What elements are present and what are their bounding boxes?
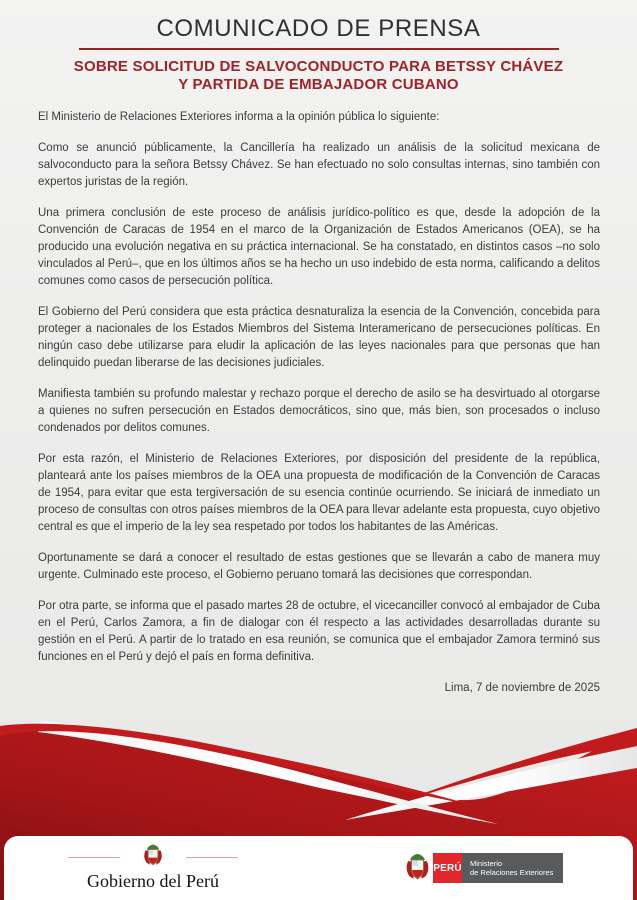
dateline: Lima, 7 de noviembre de 2025 [444, 682, 600, 694]
peru-wordmark: PERÚ [433, 853, 462, 883]
press-release-paragraph: El Gobierno del Perú considera que esta práctica desnaturaliza la esencia de la Convención, concebida para proteger a nacionales de los Estados Miembros del Sistema Interamericano de persecuciones políticas. En ningún caso debe utilizarse para eludir la aplicación de las leyes nacionales para que personas que han delinquido puedan liberarse de las decisiones judiciales. [38, 306, 600, 369]
press-release-paragraph: Como se anunció públicamente, la Cancillería ha realizado un análisis de la solicitud mexicana de salvoconducto para la señora Betssy Chávez. Se han efectuado no solo consultas internas, sino también con expertos juristas de la región. [38, 142, 600, 188]
intro-paragraph: El Ministerio de Relaciones Exteriores informa a la opinión pública lo siguiente: [38, 111, 440, 123]
page-title: COMUNICADO DE PRENSA [156, 15, 481, 42]
peru-coat-of-arms-icon [404, 853, 431, 883]
headline-line-1: SOBRE SOLICITUD DE SALVOCONDUCTO PARA BETSSY CHÁVEZ [73, 58, 564, 75]
press-release-paragraph: Manifiesta también su profundo malestar y rechazo porque el derecho de asilo se ha desvirtuado al otorgarse a quienes no sufren persecución en Estados democráticos, sino que, más bien, son procesados o incluso condenados por delitos comunes. [38, 388, 600, 434]
headline [0, 58, 637, 94]
logo-divider-line [68, 857, 120, 858]
peru-coat-of-arms-icon [142, 844, 164, 868]
title-divider [79, 48, 559, 50]
press-release-paragraph: Por otra parte, se informa que el pasado martes 28 de octubre, el vicecanciller convocó al embajador de Cuba en el Perú, Carlos Zamora, a fin de dialogar con él respecto a las actividades desarrolladas durante su gestión en el Perú. A partir de lo tratado en esa reunión, se comunica que el embajador Zamora terminó sus funciones en el Perú y dejó el país en forma definitiva. [38, 600, 600, 663]
gobierno-del-peru-label: Gobierno del Perú [87, 871, 219, 891]
logo-divider-line [186, 857, 238, 858]
press-release-body [38, 109, 600, 697]
press-release-paragraph: Una primera conclusión de este proceso de análisis jurídico-político es que, desde la adopción de la Convención de Caracas de 1954 en el marco de la Organización de Estados Americanos (OEA), se ha producido una evolución negativa en su práctica internacional. Se ha constatado, en distintos casos –no solo vinculados al Perú–, que en los últimos años se ha hecho un uso indebido de esta norma, calificando a delitos comunes como casos de persecución política. [38, 207, 600, 287]
headline-line-2: Y PARTIDA DE EMBAJADOR CUBANO [178, 76, 459, 93]
footer [4, 836, 633, 900]
press-release-header [0, 0, 637, 94]
ministry-name-box [462, 853, 563, 883]
ministry-name-line-1: Ministerio [470, 859, 503, 868]
gobierno-del-peru-logo [68, 844, 238, 892]
ministry-logo [404, 853, 563, 883]
ministry-name-line-2: de Relaciones Exteriores [470, 868, 554, 877]
press-release-paragraph: Por esta razón, el Ministerio de Relaciones Exteriores, por disposición del presidente de la república, planteará ante los países miembros de la OEA una propuesta de modificación de la Convención de Caracas de 1954, para evitar que esta tergiversación de su esencia continúe ocurriendo. Se iniciará de inmediato un proceso de consultas con otros países miembros de la OEA para llevar adelante esta propuesta, cuyo objetivo central es que el imperio de la ley sea respetado por todos los habitantes de las Américas. [38, 453, 600, 533]
press-release-paragraph: Oportunamente se dará a conocer el resultado de estas gestiones que se llevarán a cabo de manera muy urgente. Culminado este proceso, el Gobierno peruano tomará las decisiones que correspondan. [38, 552, 600, 581]
